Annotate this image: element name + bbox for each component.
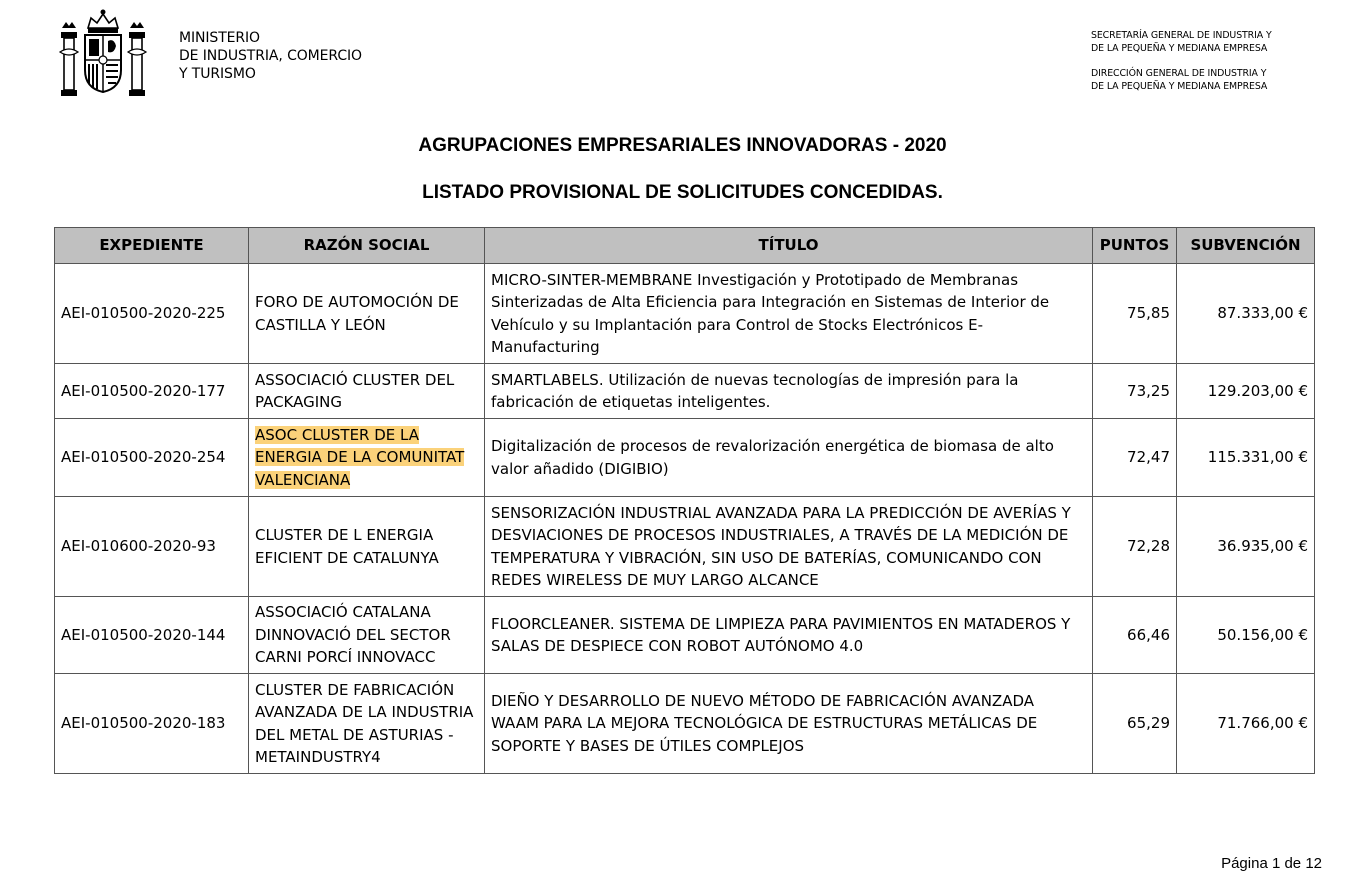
ministry-line: DE INDUSTRIA, COMERCIO [179,48,362,64]
cell-titulo: FLOORCLEANER. SISTEMA DE LIMPIEZA PARA PAVIMIENTOS EN MATADEROS Y SALAS DE DESPIECE CON ROBOT AUTÓNOMO 4.0 [485,597,1093,674]
direccion-line: DE LA PEQUEÑA Y MEDIANA EMPRESA [1091,81,1268,92]
cell-puntos: 66,46 [1093,597,1177,674]
cell-puntos: 72,47 [1093,419,1177,497]
direccion-line: DIRECCIÓN GENERAL DE INDUSTRIA Y [1091,68,1267,79]
page-number: Página 1 de 12 [1221,855,1322,872]
cell-titulo: SMARTLABELS. Utilización de nuevas tecnologías de impresión para la fabricación de etiquetas inteligentes. [485,364,1093,419]
cell-subvencion: 71.766,00 € [1177,674,1315,774]
table-header-row [55,228,1315,264]
cell-subvencion: 50.156,00 € [1177,597,1315,674]
table-row [55,264,1315,364]
cell-titulo: MICRO-SINTER-MEMBRANE Investigación y Prototipado de Membranas Sinterizadas de Alta Eficiencia para Integración en Sistemas de Interior de Vehículo y su Implantación para Control de Stocks Electrónicos E-Manufacturing [485,264,1093,364]
secretaria-line: DE LA PEQUEÑA Y MEDIANA EMPRESA [1091,43,1268,54]
cell-titulo: DIEÑO Y DESARROLLO DE NUEVO MÉTODO DE FABRICACIÓN AVANZADA WAAM PARA LA MEJORA TECNOLÓGICA DE ESTRUCTURAS METÁLICAS DE SOPORTE Y BASES DE ÚTILES COMPLEJOS [485,674,1093,774]
cell-razon-social: CLUSTER DE L ENERGIA EFICIENT DE CATALUNYA [249,497,485,597]
table-row [55,419,1315,497]
cell-razon-social: CLUSTER DE FABRICACIÓN AVANZADA DE LA INDUSTRIA DEL METAL DE ASTURIAS - METAINDUSTRY4 [249,674,485,774]
document-title: AGRUPACIONES EMPRESARIALES INNOVADORAS - 2020 [418,135,947,156]
column-header-expediente: EXPEDIENTE [55,228,249,264]
cell-expediente: AEI-010500-2020-144 [55,597,249,674]
cell-expediente: AEI-010500-2020-225 [55,264,249,364]
cell-expediente: AEI-010500-2020-183 [55,674,249,774]
table-row [55,674,1315,774]
ministry-name [179,29,362,83]
cell-razon-social: FORO DE AUTOMOCIÓN DE CASTILLA Y LEÓN [249,264,485,364]
secretaria-general [1091,29,1272,55]
cell-subvencion: 115.331,00 € [1177,419,1315,497]
column-header-puntos: PUNTOS [1093,228,1177,264]
column-header-subvencion: SUBVENCIÓN [1177,228,1315,264]
cell-puntos: 72,28 [1093,497,1177,597]
document-subtitle: LISTADO PROVISIONAL DE SOLICITUDES CONCEDIDAS. [422,182,943,203]
coat-of-arms-logo [58,8,148,100]
cell-puntos: 65,29 [1093,674,1177,774]
direccion-general [1091,67,1272,93]
cell-titulo: Digitalización de procesos de revalorización energética de biomasa de alto valor añadido (DIGIBIO) [485,419,1093,497]
cell-puntos: 73,25 [1093,364,1177,419]
cell-expediente: AEI-010500-2020-254 [55,419,249,497]
cell-expediente: AEI-010500-2020-177 [55,364,249,419]
cell-expediente: AEI-010600-2020-93 [55,497,249,597]
table-row [55,597,1315,674]
cell-subvencion: 87.333,00 € [1177,264,1315,364]
cell-razon-social: ASSOCIACIÓ CLUSTER DEL PACKAGING [249,364,485,419]
column-header-titulo: TÍTULO [485,228,1093,264]
cell-subvencion: 36.935,00 € [1177,497,1315,597]
cell-puntos: 75,85 [1093,264,1177,364]
ministry-line: Y TURISMO [179,66,256,82]
column-header-razon-social: RAZÓN SOCIAL [249,228,485,264]
secretaria-line: SECRETARÍA GENERAL DE INDUSTRIA Y [1091,30,1272,41]
cell-razon-social: ASSOCIACIÓ CATALANA DINNOVACIÓ DEL SECTOR CARNI PORCÍ INNOVACC [249,597,485,674]
cell-subvencion: 129.203,00 € [1177,364,1315,419]
ministry-line: MINISTERIO [179,30,260,46]
table-row [55,364,1315,419]
cell-razon-social [249,419,485,497]
grants-table [54,227,1315,774]
department-names [1091,29,1272,105]
highlighted-text: ASOC CLUSTER DE LA ENERGIA DE LA COMUNITAT VALENCIANA [255,425,465,489]
cell-titulo: SENSORIZACIÓN INDUSTRIAL AVANZADA PARA LA PREDICCIÓN DE AVERÍAS Y DESVIACIONES DE PROCESOS INDUSTRIALES, A TRAVÉS DE LA MEDICIÓN DE TEMPERATURA Y VIBRACIÓN, SIN USO DE BATERÍAS, COMUNICANDO CON REDES WIRELESS DE MUY LARGO ALCANCE [485,497,1093,597]
table-row [55,497,1315,597]
